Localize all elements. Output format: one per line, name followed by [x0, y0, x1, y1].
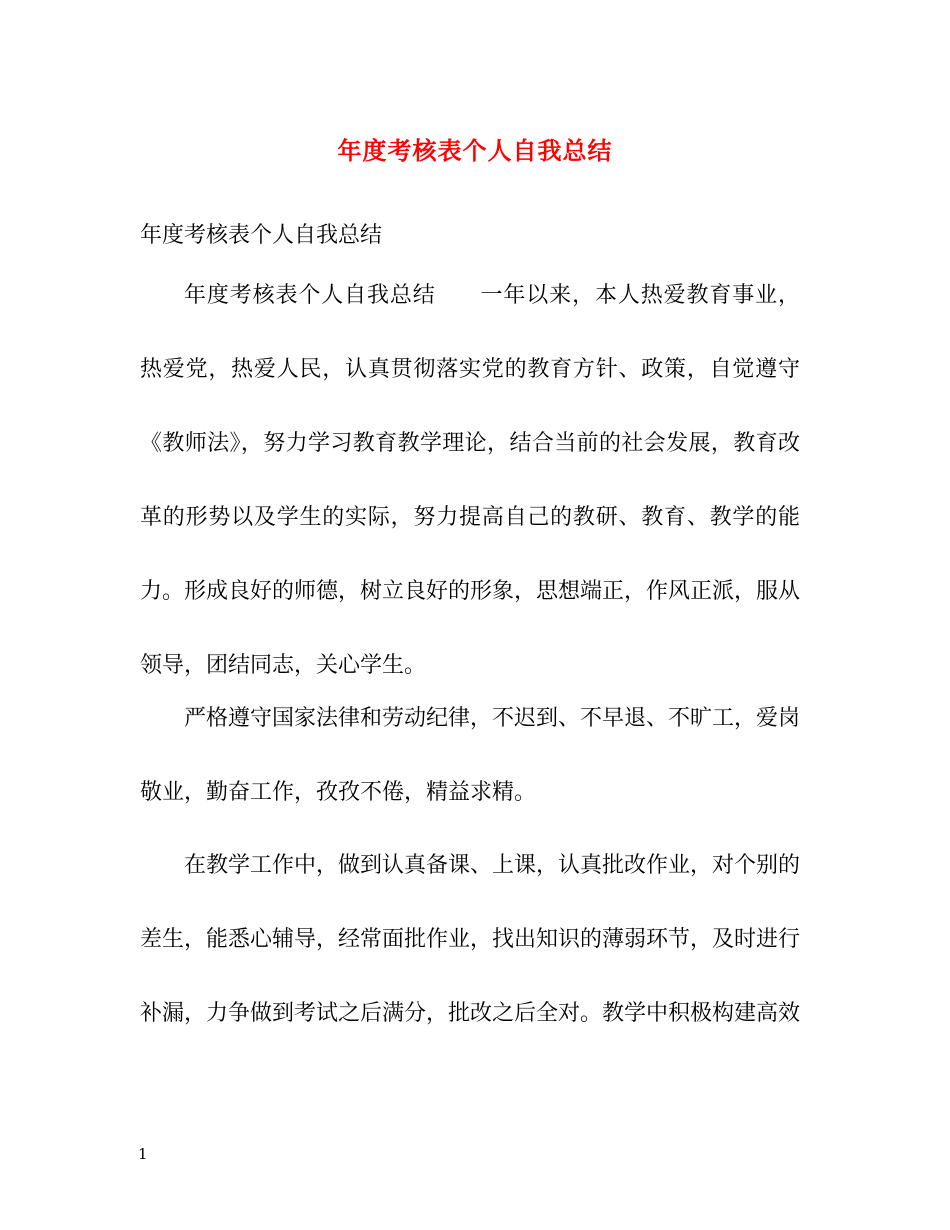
page-number: 1 — [138, 1145, 148, 1163]
paragraph-1-text: 一年以来，本人热爱教育事业，热爱党，热爱人民，认真贯彻落实党的教育方针、政策，自觉遵守《教师法》，努力学习教育教学理论，结合当前的社会发展，教育改革的形势以及学生的实际，努力提高自己的教研、教育、教学的能力。形成良好的师德，树立良好的形象，思想端正，作风正派，服从领导，团结同志，关心学生。 — [140, 283, 801, 678]
document-title: 年度考核表个人自我总结 — [337, 136, 613, 165]
paragraph-1 — [140, 259, 800, 703]
paragraph-1-lead: 年度考核表个人自我总结 — [184, 283, 436, 308]
paragraph-2: 严格遵守国家法律和劳动纪律，不迟到、不早退、不旷工，爱岗敬业，勤奋工作，孜孜不倦，精益求精。 — [140, 706, 801, 805]
document-subtitle: 年度考核表个人自我总结 — [140, 223, 383, 248]
paragraph-3: 在教学工作中，做到认真备课、上课，认真批改作业，对个别的差生，能悉心辅导，经常面批作业，找出知识的薄弱环节，及时进行补漏，力争做到考试之后满分，批改之后全对。教学中积极构建高效 — [140, 853, 801, 1026]
